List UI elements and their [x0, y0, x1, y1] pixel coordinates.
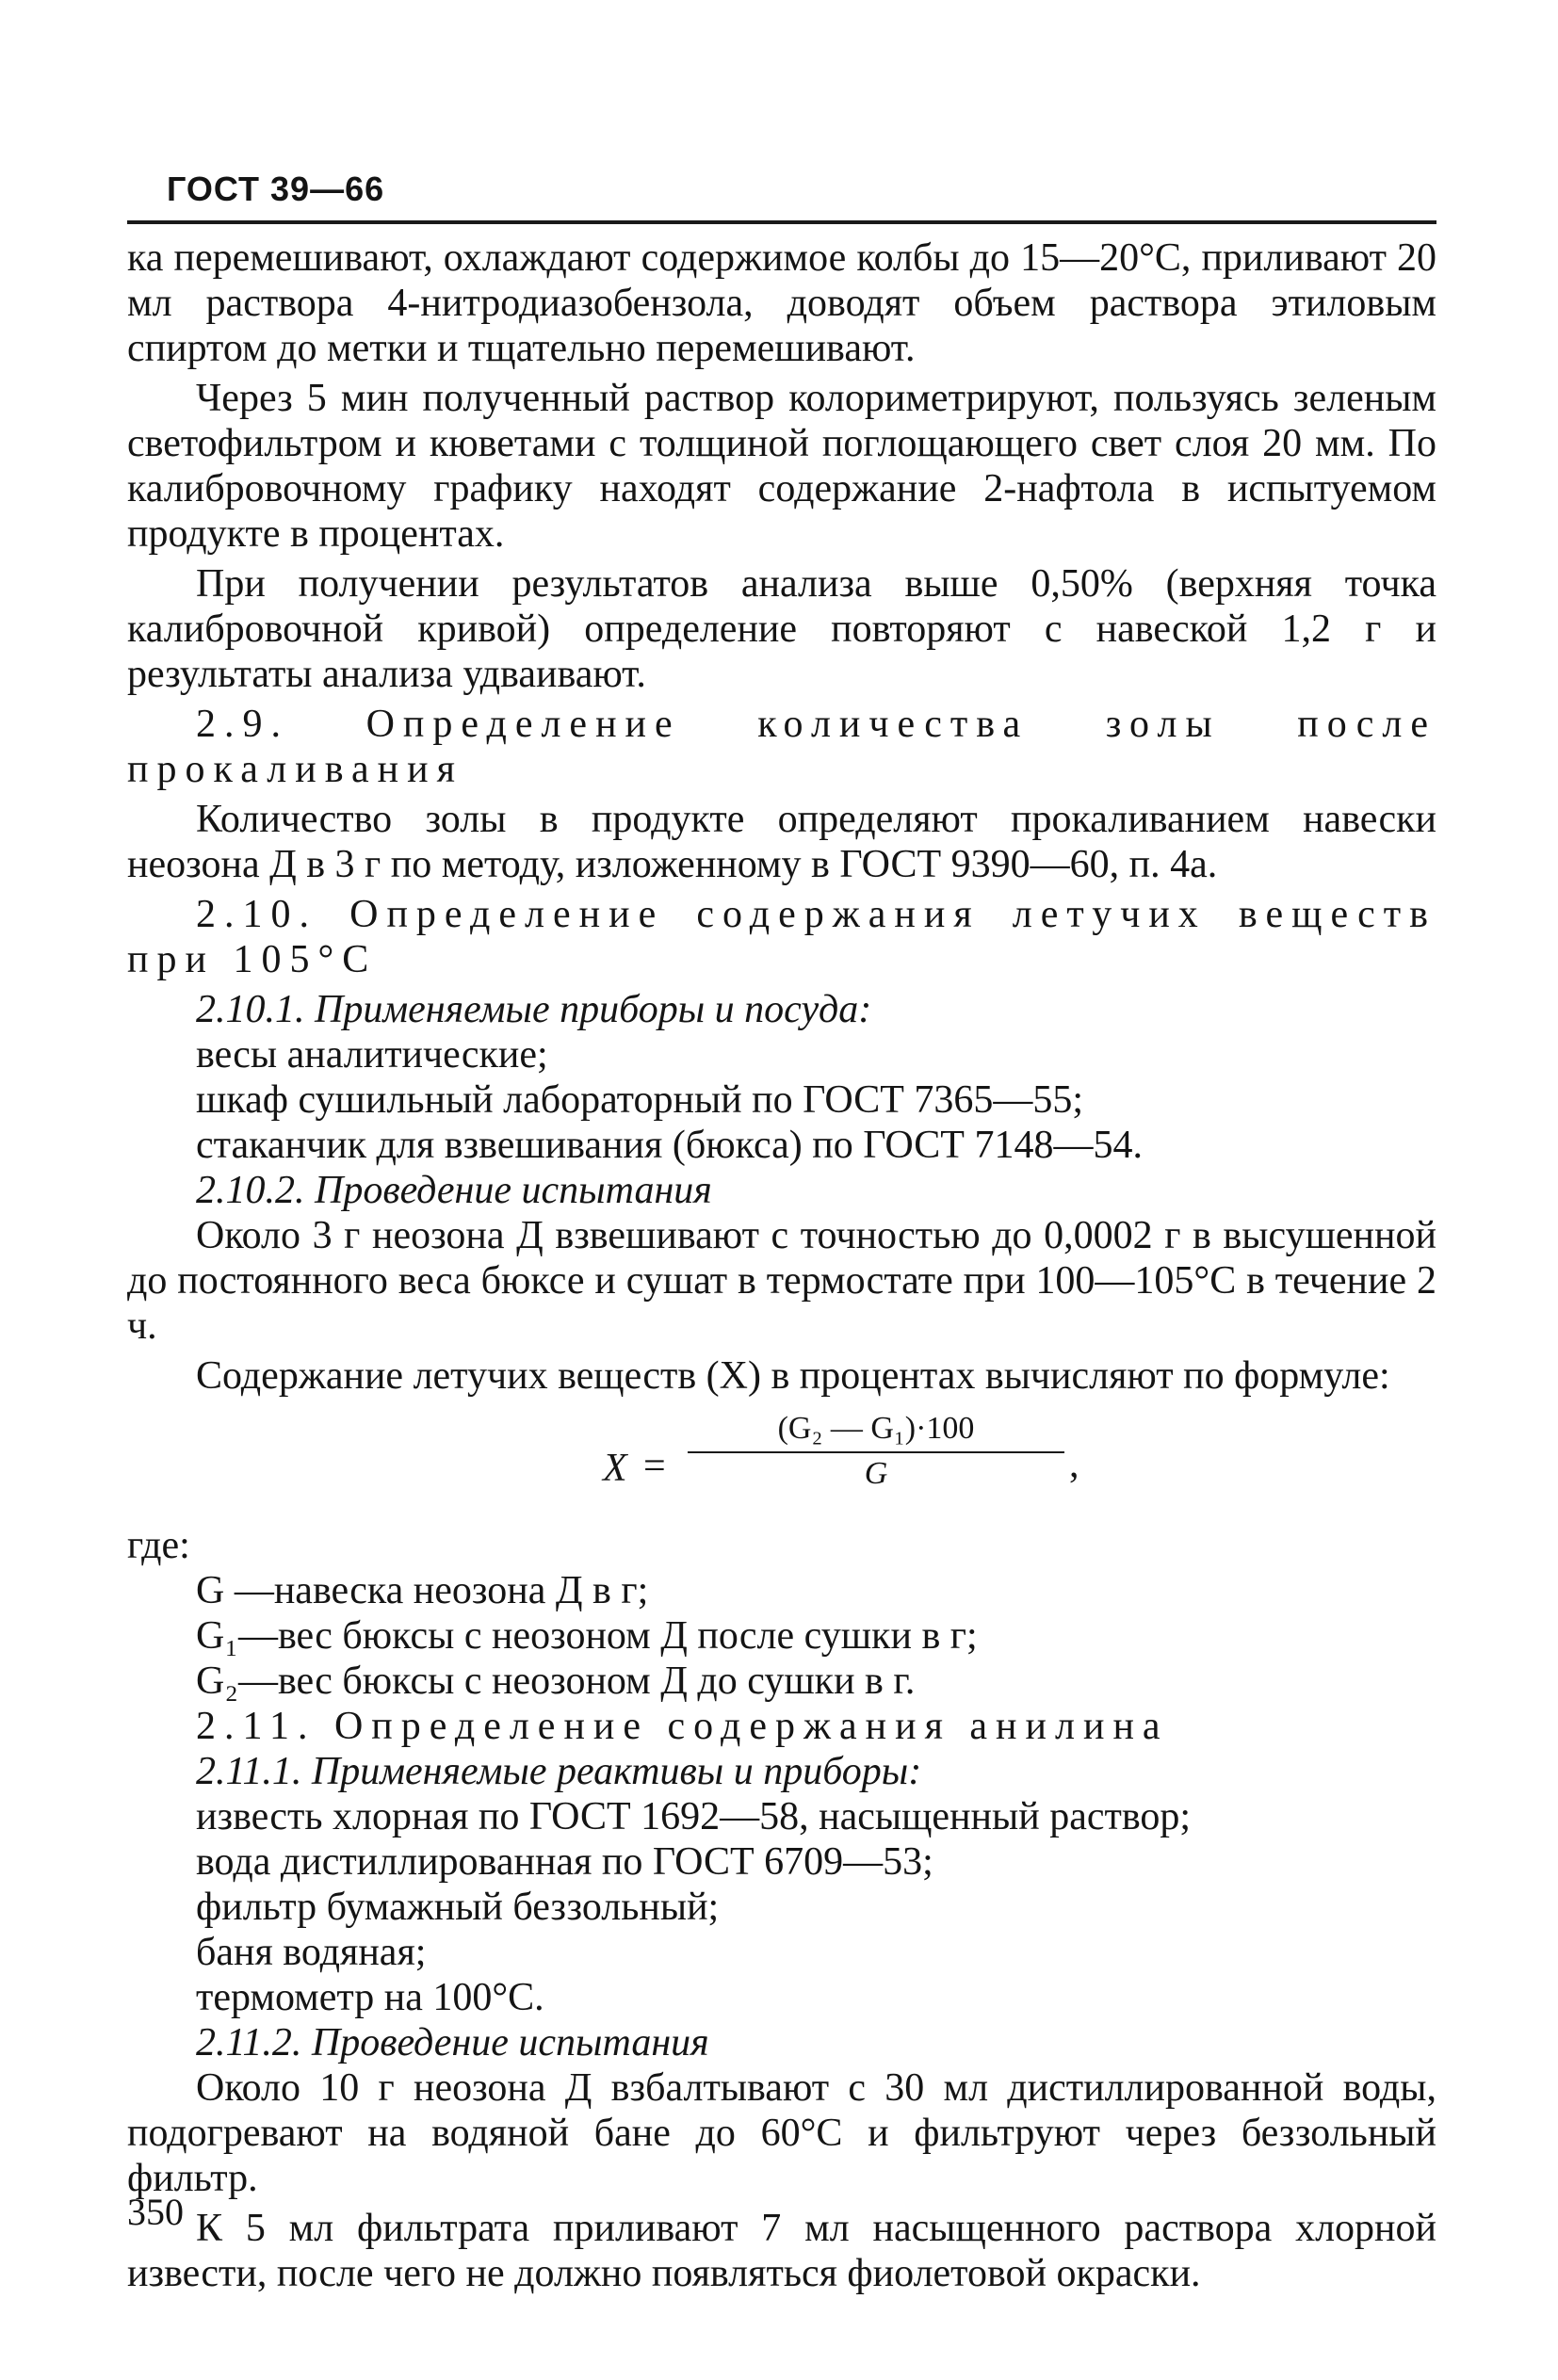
list-item: вода дистиллированная по ГОСТ 6709—53; [196, 1840, 933, 1884]
paragraph: Около 10 г неозона Д взбалтывают с 30 мл дистиллированной воды, подогревают на водяной бане до 60°С и фильтруют через беззольный фильтр. [127, 2066, 1436, 2200]
formula-fraction [688, 1408, 1064, 1493]
where-label: где: [127, 1524, 190, 1567]
formula-denominator: G [864, 1456, 888, 1491]
definition-item: G₂—вес бюксы с неозоном Д до сушки в г. [196, 1660, 916, 1703]
formula-lhs: X [603, 1447, 627, 1490]
subsection-heading-2-10-2: 2.10.2. Проведение испытания [196, 1169, 712, 1212]
section-heading-2-11: 2.11. Определение содержания анилина [196, 1705, 1169, 1748]
fraction-bar [688, 1451, 1064, 1453]
section-heading-2-9: 2.9. Определение количества золы после прокаливания [127, 703, 1436, 791]
page-header: ГОСТ 39—66 [167, 170, 385, 208]
page-number: 350 [127, 2191, 184, 2233]
list-item: фильтр бумажный беззольный; [196, 1886, 720, 1929]
paragraph: Количество золы в продукте определяют прокаливанием навески неозона Д в 3 г по методу, изложенному в ГОСТ 9390—60, п. 4а. [127, 798, 1436, 886]
subsection-heading-2-10-1: 2.10.1. Применяемые приборы и посуда: [196, 988, 872, 1031]
paragraph: Около 3 г неозона Д взвешивают с точностью до 0,0002 г в высушенной до постоянного веса бюксе и сушат в термостате при 100—105°С в течение 2 ч. [127, 1214, 1436, 1348]
paragraph: При получении результатов анализа выше 0,50% (верхняя точка калибровочной кривой) определение повторяют с навеской 1,2 г и результаты анализа удваивают. [127, 562, 1436, 696]
header-rule [127, 220, 1436, 224]
formula-numerator: (G₂ — G₁)·100 [777, 1411, 975, 1446]
list-item: известь хлорная по ГОСТ 1692—58, насыщенный раствор; [196, 1795, 1192, 1838]
definition-item: G₁—вес бюксы с неозоном Д после сушки в г; [196, 1614, 978, 1658]
formula [127, 1408, 1436, 1519]
subsection-heading-2-11-1: 2.11.1. Применяемые реактивы и приборы: [196, 1750, 922, 1793]
paragraph: К 5 мл фильтрата приливают 7 мл насыщенного раствора хлорной извести, после чего не должно появляться фиолетовой окраски. [127, 2207, 1436, 2295]
list-item: баня водяная; [196, 1931, 427, 1974]
formula-equals: = [643, 1445, 666, 1488]
paragraph: Содержание летучих веществ (X) в процентах вычисляют по формуле: [196, 1354, 1390, 1398]
definition-item: G —навеска неозона Д в г; [196, 1569, 649, 1612]
list-item: стаканчик для взвешивания (бюкса) по ГОСТ 7148—54. [196, 1124, 1143, 1167]
variable-definitions [127, 1568, 1436, 1704]
paragraph: ка перемешивают, охлаждают содержимое колбы до 15—20°С, приливают 20 мл раствора 4-нитродиазобензола, доводят объем раствора этиловым спиртом до метки и тщательно перемешивают. [127, 236, 1436, 370]
section-heading-2-10: 2.10. Определение содержания летучих веществ при 105°С [127, 893, 1436, 981]
list-item: термометр на 100°С. [196, 1976, 544, 2019]
document-body [127, 235, 1436, 2301]
list-item: шкаф сушильный лабораторный по ГОСТ 7365—55; [196, 1078, 1084, 1122]
formula-trailing-comma: , [1069, 1443, 1079, 1486]
subsection-heading-2-11-2: 2.11.2. Проведение испытания [196, 2021, 709, 2064]
paragraph: Через 5 мин полученный раствор колориметрируют, пользуясь зеленым светофильтром и кюветами с толщиной поглощающего свет слоя 20 мм. По калибровочному графику находят содержание 2-нафтола в испытуемом продукте в процентах. [127, 377, 1436, 556]
list-item: весы аналитические; [196, 1033, 548, 1077]
